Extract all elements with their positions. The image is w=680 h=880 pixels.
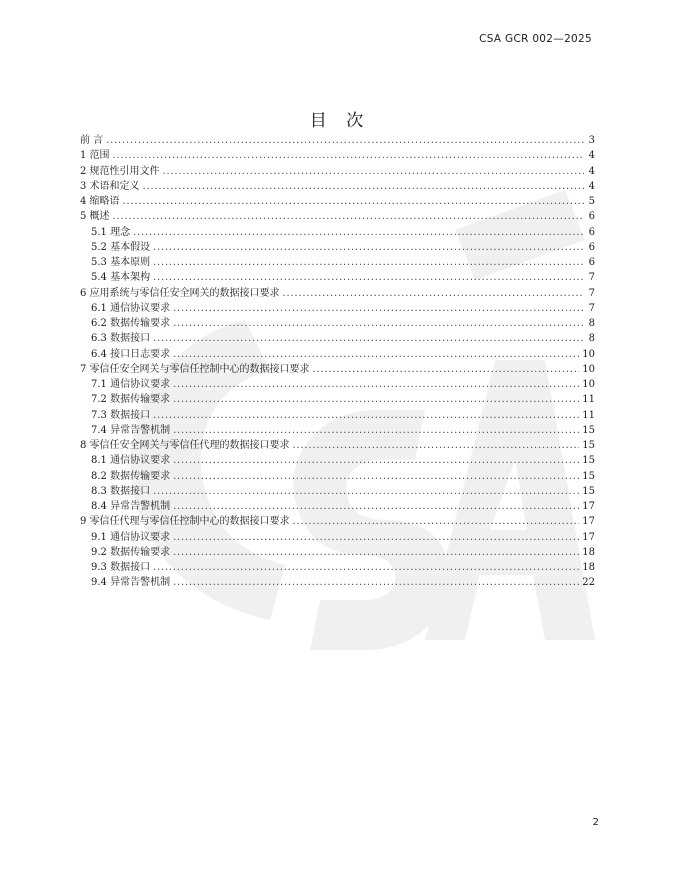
toc-subentry[interactable] bbox=[80, 545, 595, 560]
toc-dot-leader bbox=[173, 377, 579, 392]
toc-entry-label: 6 应用系统与零信任安全网关的数据接口要求 bbox=[80, 287, 280, 299]
toc-dot-leader bbox=[173, 316, 584, 331]
toc-subentry[interactable] bbox=[80, 270, 595, 285]
toc-entry-page: 15 bbox=[582, 470, 595, 482]
toc-entry-page: 3 bbox=[588, 135, 595, 146]
toc-subentry[interactable] bbox=[80, 499, 595, 514]
toc-entry-page: 11 bbox=[582, 394, 595, 406]
toc-subentry[interactable] bbox=[80, 469, 595, 484]
toc-entry-label: 7 零信任安全网关与零信任控制中心的数据接口要求 bbox=[80, 363, 310, 375]
toc-entry-label: 6.1 通信协议要求 bbox=[91, 302, 171, 314]
toc-dot-leader bbox=[173, 575, 579, 590]
toc-dot-leader bbox=[293, 438, 580, 453]
toc-entry-page: 10 bbox=[582, 363, 595, 375]
toc-dot-leader bbox=[106, 133, 584, 148]
toc-entry-page: 10 bbox=[582, 348, 595, 360]
toc-dot-leader bbox=[173, 423, 579, 438]
toc-dot-leader bbox=[163, 164, 584, 179]
toc-entry-label: 8.3 数据接口 bbox=[91, 485, 151, 497]
toc-entry-label: 7.4 异常告警机制 bbox=[91, 424, 171, 436]
toc-entry-label: 2 规范性引用文件 bbox=[80, 165, 160, 177]
toc-entry[interactable] bbox=[80, 179, 595, 194]
toc-entry-label: 7.1 通信协议要求 bbox=[91, 379, 171, 390]
toc-dot-leader bbox=[123, 194, 584, 209]
toc-entry-label: 1 范围 bbox=[80, 150, 110, 162]
toc-dot-leader bbox=[173, 469, 579, 484]
toc-subentry[interactable] bbox=[80, 484, 595, 499]
toc-entry-label: 6.2 数据传输要求 bbox=[91, 318, 171, 329]
toc-entry-label: 9 零信任代理与零信任控制中心的数据接口要求 bbox=[80, 516, 290, 528]
toc-subentry[interactable] bbox=[80, 225, 595, 240]
toc-entry-label: 7.3 数据接口 bbox=[91, 409, 151, 421]
page-number: 2 bbox=[592, 817, 599, 828]
toc-subentry[interactable] bbox=[80, 255, 595, 270]
toc-entry-label: 8.1 通信协议要求 bbox=[91, 455, 171, 467]
toc-dot-leader bbox=[133, 225, 584, 240]
toc-dot-leader bbox=[173, 453, 579, 468]
toc-subentry[interactable] bbox=[80, 575, 595, 590]
toc-subentry[interactable] bbox=[80, 423, 595, 438]
toc-entry-label: 5.4 基本架构 bbox=[91, 272, 151, 284]
toc-subentry[interactable] bbox=[80, 240, 595, 255]
toc-entry[interactable] bbox=[80, 133, 595, 148]
toc-entry-label: 9.1 通信协议要求 bbox=[91, 531, 171, 543]
toc-entry-label: 4 缩略语 bbox=[80, 196, 120, 207]
toc-subentry[interactable] bbox=[80, 392, 595, 407]
table-of-contents bbox=[80, 133, 595, 591]
toc-dot-leader bbox=[293, 514, 580, 529]
toc-entry-page: 15 bbox=[582, 485, 595, 497]
toc-entry-label: 9.2 数据传输要求 bbox=[91, 546, 171, 558]
toc-entry-page: 7 bbox=[588, 287, 595, 299]
toc-dot-leader bbox=[153, 484, 579, 499]
toc-entry-label: 前 言 bbox=[80, 135, 104, 146]
toc-entry-page: 15 bbox=[582, 440, 595, 451]
toc-dot-leader bbox=[153, 240, 584, 255]
toc-entry[interactable] bbox=[80, 194, 595, 209]
toc-entry-page: 15 bbox=[582, 424, 595, 436]
toc-entry[interactable] bbox=[80, 286, 595, 301]
toc-entry-label: 5.1 理念 bbox=[91, 226, 131, 238]
toc-entry-page: 6 bbox=[588, 257, 595, 268]
toc-dot-leader bbox=[153, 560, 579, 575]
toc-dot-leader bbox=[113, 209, 584, 224]
toc-entry-label: 5 概述 bbox=[80, 211, 110, 223]
toc-entry-page: 6 bbox=[588, 211, 595, 223]
toc-entry-page: 18 bbox=[582, 546, 595, 558]
toc-entry-page: 6 bbox=[588, 241, 595, 253]
toc-entry-label: 8 零信任安全网关与零信任代理的数据接口要求 bbox=[80, 440, 290, 451]
toc-subentry[interactable] bbox=[80, 408, 595, 423]
toc-subentry[interactable] bbox=[80, 347, 595, 362]
toc-entry-page: 4 bbox=[588, 180, 595, 192]
toc-subentry[interactable] bbox=[80, 316, 595, 331]
toc-dot-leader bbox=[153, 331, 584, 346]
toc-entry[interactable] bbox=[80, 148, 595, 163]
toc-entry-label: 9.4 异常告警机制 bbox=[91, 577, 171, 589]
toc-entry-page: 4 bbox=[588, 165, 595, 177]
toc-entry-label: 6.3 数据接口 bbox=[91, 333, 151, 345]
toc-entry-page: 8 bbox=[588, 318, 595, 329]
toc-entry-page: 7 bbox=[588, 302, 595, 314]
toc-dot-leader bbox=[113, 148, 584, 163]
toc-subentry[interactable] bbox=[80, 530, 595, 545]
toc-entry-page: 17 bbox=[582, 501, 595, 512]
toc-entry-label: 5.3 基本原则 bbox=[91, 257, 151, 268]
toc-dot-leader bbox=[153, 255, 584, 270]
document-code: CSA GCR 002—2025 bbox=[479, 33, 592, 45]
toc-entry[interactable] bbox=[80, 164, 595, 179]
toc-entry-label: 3 术语和定义 bbox=[80, 180, 140, 192]
toc-entry-page: 8 bbox=[588, 333, 595, 345]
toc-entry-label: 8.4 异常告警机制 bbox=[91, 501, 171, 512]
toc-entry-page: 6 bbox=[588, 226, 595, 238]
toc-dot-leader bbox=[173, 301, 584, 316]
toc-entry-page: 5 bbox=[588, 196, 595, 207]
toc-dot-leader bbox=[143, 179, 584, 194]
toc-entry-label: 7.2 数据传输要求 bbox=[91, 394, 171, 406]
toc-dot-leader bbox=[173, 545, 579, 560]
toc-dot-leader bbox=[173, 392, 579, 407]
toc-dot-leader bbox=[153, 270, 584, 285]
toc-title: 目 次 bbox=[309, 111, 371, 131]
toc-dot-leader bbox=[173, 499, 579, 514]
toc-subentry[interactable] bbox=[80, 301, 595, 316]
toc-entry[interactable] bbox=[80, 209, 595, 224]
toc-dot-leader bbox=[153, 408, 579, 423]
toc-dot-leader bbox=[283, 286, 584, 301]
toc-entry[interactable] bbox=[80, 514, 595, 529]
toc-entry-label: 5.2 基本假设 bbox=[91, 241, 151, 253]
toc-entry[interactable] bbox=[80, 362, 595, 377]
toc-subentry[interactable] bbox=[80, 331, 595, 346]
toc-subentry[interactable] bbox=[80, 560, 595, 575]
toc-subentry[interactable] bbox=[80, 377, 595, 392]
toc-entry-page: 18 bbox=[582, 562, 595, 573]
toc-entry-page: 15 bbox=[582, 455, 595, 467]
toc-dot-leader bbox=[173, 530, 579, 545]
toc-entry[interactable] bbox=[80, 438, 595, 453]
toc-entry-page: 4 bbox=[588, 150, 595, 162]
toc-entry-label: 6.4 接口日志要求 bbox=[91, 348, 171, 360]
toc-subentry[interactable] bbox=[80, 453, 595, 468]
toc-dot-leader bbox=[313, 362, 580, 377]
toc-entry-page: 22 bbox=[582, 577, 595, 589]
toc-entry-page: 11 bbox=[582, 409, 595, 421]
toc-entry-page: 10 bbox=[582, 379, 595, 390]
toc-dot-leader bbox=[173, 347, 579, 362]
toc-entry-page: 17 bbox=[582, 531, 595, 543]
toc-entry-label: 9.3 数据接口 bbox=[91, 562, 151, 573]
toc-entry-label: 8.2 数据传输要求 bbox=[91, 470, 171, 482]
toc-entry-page: 17 bbox=[582, 516, 595, 528]
toc-entry-page: 7 bbox=[588, 272, 595, 284]
